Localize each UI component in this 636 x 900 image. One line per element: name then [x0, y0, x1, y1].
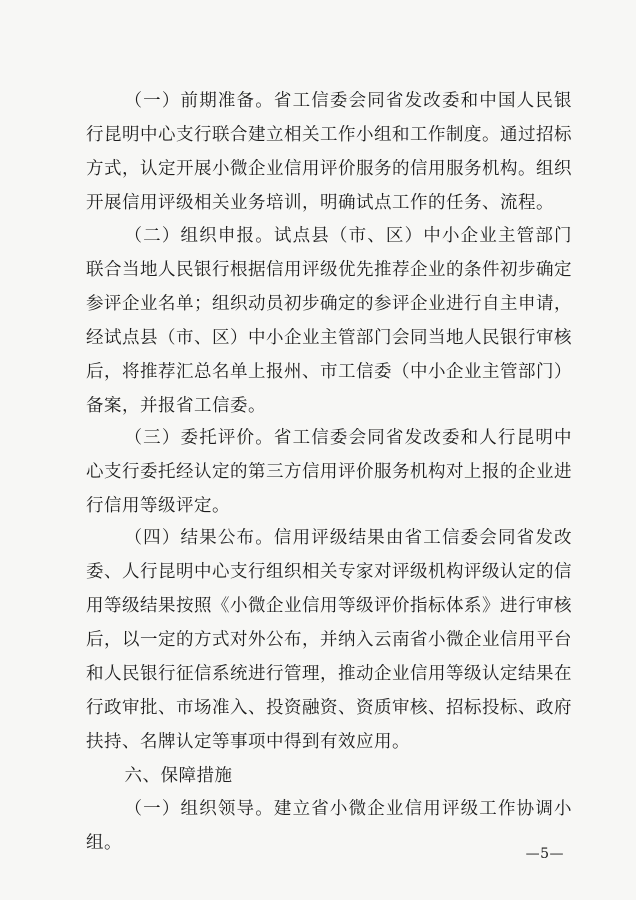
section-heading: 六、保障措施 [124, 766, 233, 786]
page-number: —5— [525, 846, 564, 862]
paragraph-preparation: （一）前期准备。省工信委会同省发改委和中国人民银行昆明中心支行联合建立相关工作小组和工作制度。通过招标方式，认定开展小微企业信用评价服务的信用服务机构。组织开展信用评级相关业务培训，明确试点工作的任务、流程。 [86, 91, 572, 213]
paragraph-evaluation: （三）委托评价。省工信委会同省发改委和人行昆明中心支行委托经认定的第三方信用评价服务机构对上报的企业进行信用等级评定。 [86, 428, 572, 516]
paragraph-application: （二）组织申报。试点县（市、区）中小企业主管部门联合当地人民银行根据信用评级优先推荐企业的条件初步确定参评企业名单；组织动员初步确定的参评企业进行自主申请，经试点县（市、区）中小企业主管部门会同当地人民银行审核后，将推荐汇总名单上报州、市工信委（中小企业主管部门）备案，并报省工信委。 [86, 226, 572, 416]
paragraph-leadership: （一）组织领导。建立省小微企业信用评级工作协调小组。 [86, 799, 572, 853]
paragraph-results: （四）结果公布。信用评级结果由省工信委会同省发改委、人行昆明中心支行组织相关专家对评级机构评级认定的信用等级结果按照《小微企业信用等级评价指标体系》进行审核后，以一定的方式对外公布，并纳入云南省小微企业信用平台和人民银行征信系统进行管理，推动企业信用等级认定结果在行政审批、市场准入、投资融资、资质审核、招标投标、政府扶持、名牌认定等事项中得到有效应用。 [86, 528, 572, 752]
